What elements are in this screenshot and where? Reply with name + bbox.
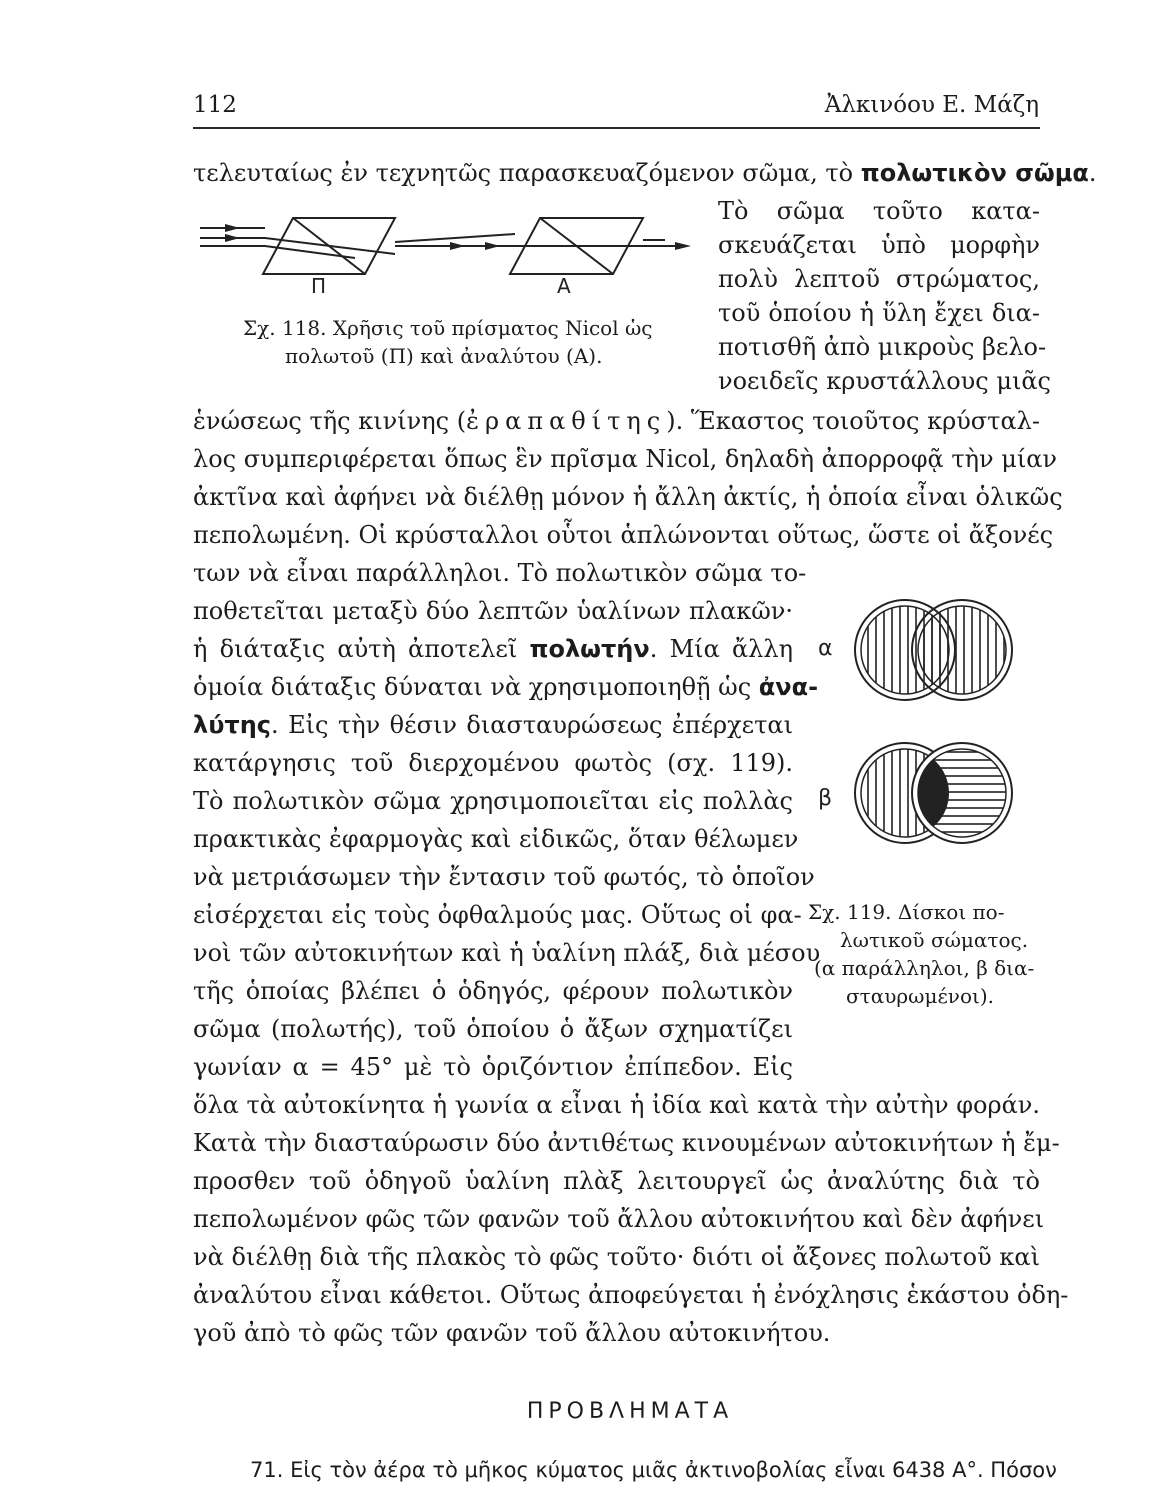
disc-pair-alpha xyxy=(855,600,1012,700)
body-line-18: Τὸ πολωτικὸν σῶμα χρησιμοποιεῖται εἰς πολλὰς xyxy=(193,787,793,815)
body-line-1: τελευταίως ἐν τεχνητῶς παρασκευαζόμενον σῶμα, τὸ πολωτικὸν σῶμα. xyxy=(193,159,1097,187)
body-line-20: νὰ μετριάσωμεν τὴν ἔντασιν τοῦ φωτός, τὸ ὁποῖον xyxy=(193,863,815,891)
body-line-14: ἡ διάταξις αὐτὴ ἀποτελεῖ πολωτήν. Μία ἄλλη xyxy=(193,635,793,663)
figure-119-caption-line-3: (α παράλληλοι, β δια- xyxy=(814,956,1035,980)
body-line-16: λύτης. Εἰς τὴν θέσιν διασταυρώσεως ἐπέρχεται xyxy=(193,711,793,739)
body-line-23: τῆς ὁποίας βλέπει ὁ ὁδηγός, φέρουν πολωτικὸν xyxy=(193,977,793,1005)
body-line-8: ἑνώσεως τῆς κινίνης (ἐραπαθίτης). Ἕκαστος τοιοῦτος κρύσταλ- xyxy=(193,407,1040,435)
term-ana: ἀνα- xyxy=(758,673,819,701)
term-polotikon-soma: πολωτικὸν σῶμα xyxy=(860,159,1089,187)
figure-119-caption-line-1: Σχ. 119. Δίσκοι πο- xyxy=(808,900,1005,924)
body-line-32: γοῦ ἀπὸ τὸ φῶς τῶν φανῶν τοῦ ἄλλου αὐτοκινήτου. xyxy=(193,1319,831,1347)
disc-pair-beta xyxy=(855,743,1012,843)
body-line-22: νοὶ τῶν αὐτοκινήτων καὶ ἡ ὑαλίνη πλάξ, διὰ μέσου xyxy=(193,939,821,967)
figure-118-label-a: Α xyxy=(557,274,571,296)
body-line-17: κατάργησις τοῦ διερχομένου φωτὸς (σχ. 119). xyxy=(193,749,793,777)
header-rule xyxy=(193,127,1040,129)
figure-119-label-beta: β xyxy=(818,786,833,811)
body-line-27: Κατὰ τὴν διασταύρωσιν δύο ἀντιθέτως κινουμένων αὐτοκινήτων ἡ ἔμ- xyxy=(193,1129,1060,1157)
body-line-28: προσθεν τοῦ ὁδηγοῦ ὑαλίνη πλὰξ λειτουργεῖ ὡς ἀναλύτης διὰ τὸ xyxy=(193,1167,1040,1195)
figure-119-caption-line-4: σταυρωμένοι). xyxy=(846,984,995,1008)
body-line-29: πεπολωμένον φῶς τῶν φανῶν τοῦ ἄλλου αὐτοκινήτου καὶ δὲν ἀφήνει xyxy=(193,1205,1045,1233)
body-line-26: ὅλα τὰ αὐτοκίνητα ἡ γωνία α εἶναι ἡ ἰδία καὶ κατὰ τὴν αὐτὴν φοράν. xyxy=(193,1091,1040,1119)
figure-119-caption-line-2: λωτικοῦ σώματος. xyxy=(840,928,1029,952)
body-line-13: ποθετεῖται μεταξὺ δύο λεπτῶν ὑαλίνων πλακῶν· xyxy=(193,597,793,625)
body-line-6: ποτισθῆ ἀπὸ μικροὺς βελο- xyxy=(718,333,1047,361)
body-line-10: ἀκτῖνα καὶ ἀφήνει νὰ διέλθῃ μόνον ἡ ἄλλη ἀκτίς, ἡ ὁποία εἶναι ὁλικῶς xyxy=(193,483,1063,511)
page-number: 112 xyxy=(193,92,237,118)
body-line-21: εἰσέρχεται εἰς τοὺς ὀφθαλμούς μας. Οὕτως οἱ φα- xyxy=(193,901,802,929)
body-line-25: γωνίαν α = 45° μὲ τὸ ὁριζόντιον ἐπίπεδον. Εἰς xyxy=(193,1053,793,1081)
body-line-31: ἀναλύτου εἶναι κάθετοι. Οὕτως ἀποφεύγεται ἡ ἐνόχλησις ἑκάστου ὁδη- xyxy=(193,1281,1069,1309)
figure-119-polarizing-discs xyxy=(800,580,1040,855)
body-line-15: ὁμοία διάταξις δύναται νὰ χρησιμοποιηθῇ ὡς ἀνα- xyxy=(193,673,819,701)
figure-118-nicol-prisms xyxy=(195,206,700,296)
body-line-24: σῶμα (πολωτής), τοῦ ὁποίου ὁ ἄξων σχηματίζει xyxy=(193,1015,793,1043)
problem-71: 71. Εἰς τὸν ἀέρα τὸ μῆκος κύματος μιᾶς ἀκτινοβολίας εἶναι 6438 Α°. Πόσον xyxy=(250,1458,1057,1482)
body-line-30: νὰ διέλθῃ διὰ τῆς πλακὸς τὸ φῶς τοῦτο· διότι οἱ ἄξονες πολωτοῦ καὶ xyxy=(193,1243,1040,1271)
figure-118-caption-line-2: πολωτοῦ (Π) καὶ ἀναλύτου (Α). xyxy=(285,344,603,368)
body-line-4: πολὺ λεπτοῦ στρώματος, xyxy=(718,265,1040,293)
problems-heading: ΠΡΟΒΛΗΜΑΤΑ xyxy=(526,1399,734,1424)
figure-118-label-p: Π xyxy=(311,274,327,296)
body-line-7: νοειδεῖς κρυστάλλους μιᾶς xyxy=(718,367,1051,395)
body-line-3: σκευάζεται ὑπὸ μορφὴν xyxy=(718,231,1040,259)
figure-119-label-alpha: α xyxy=(818,636,833,661)
body-line-19: πρακτικὰς ἐφαρμογὰς καὶ εἰδικῶς, ὅταν θέλωμεν xyxy=(193,825,799,853)
term-erapathitis: ἐραπαθίτης xyxy=(466,407,667,435)
body-line-11: πεπολωμένη. Οἱ κρύσταλλοι οὗτοι ἁπλώνονται οὕτως, ὥστε οἱ ἄξονές xyxy=(193,521,1054,549)
term-polotin: πολωτήν xyxy=(529,635,650,663)
body-line-5: τοῦ ὁποίου ἡ ὕλη ἔχει δια- xyxy=(718,299,1040,327)
body-line-9: λος συμπεριφέρεται ὅπως ἓν πρῖσμα Nicol, δηλαδὴ ἀπορροφᾷ τὴν μίαν xyxy=(193,445,1058,473)
body-line-2: Τὸ σῶμα τοῦτο κατα- xyxy=(718,197,1040,225)
running-head-author: Ἀλκινόου Ε. Μάζη xyxy=(824,92,1039,118)
term-lytis: λύτης xyxy=(193,711,272,739)
body-line-12: των νὰ εἶναι παράλληλοι. Τὸ πολωτικὸν σῶμα το- xyxy=(193,559,807,587)
figure-118-caption-line-1: Σχ. 118. Χρῆσις τοῦ πρίσματος Nicol ὡς xyxy=(243,316,653,340)
